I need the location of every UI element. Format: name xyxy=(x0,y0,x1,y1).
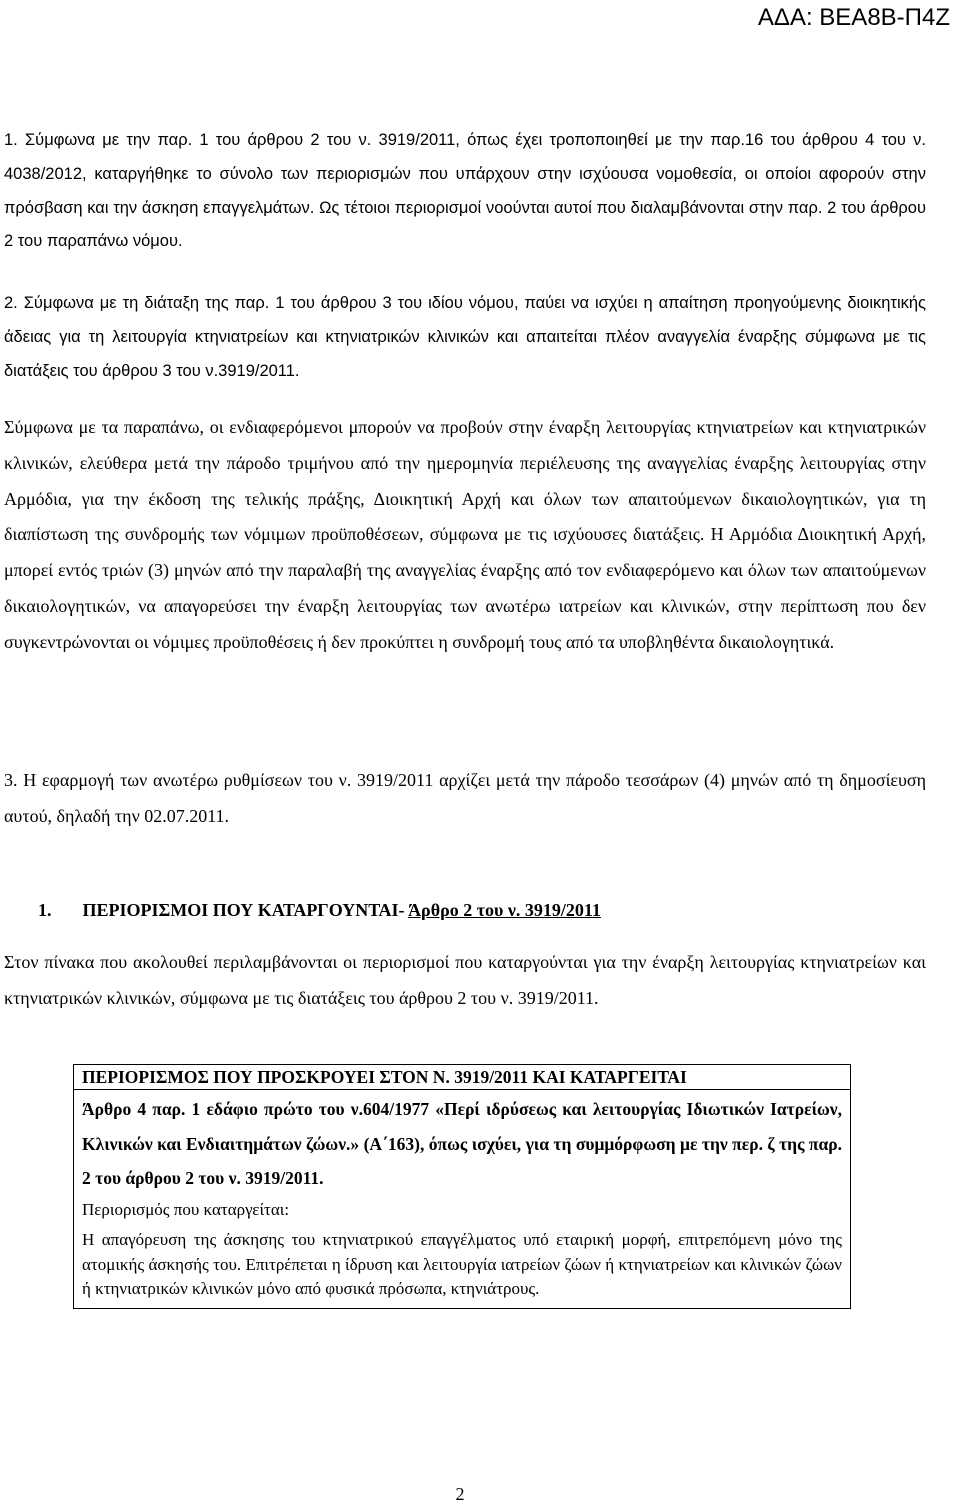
heading-text: ΠΕΡΙΟΡΙΣΜΟΙ ΠΟΥ ΚΑΤΑΡΓΟΥΝΤΑΙ- xyxy=(82,900,409,920)
page-number: 2 xyxy=(455,1484,465,1504)
heading-number: 1. xyxy=(38,900,52,920)
ada-code: ΑΔΑ: ΒΕΑ8Β-Π4Ζ xyxy=(757,4,950,31)
heading-article-link: Άρθρο 2 του ν. 3919/2011 xyxy=(408,900,601,920)
paragraph-4: 3. Η εφαρμογή των ανωτέρω ρυθμίσεων του ν. 3919/2011 αρχίζει μετά την πάροδο τεσσάρων (4) μηνών από τη δημοσίευση αυτού, δηλαδή την 02.07.2011. xyxy=(4,770,926,826)
paragraph-2: 2. Σύμφωνα με τη διάταξη της παρ. 1 του άρθρου 3 του ιδίου νόμου, παύει να ισχύει η απαίτηση προηγούμενης διοικητικής άδειας για τη λειτουργία κτηνιατρείων και κτηνιατρικών κλινικών και απαιτείται πλέον αναγγελία έναρξης σύμφωνα με τις διατάξεις του άρθρου 3 του ν.3919/2011. xyxy=(4,294,926,380)
section-heading xyxy=(38,900,601,921)
paragraph-3: Σύμφωνα με τα παραπάνω, οι ενδιαφερόμενοι μπορούν να προβούν στην έναρξη λειτουργίας κτηνιατρείων και κτηνιατρικών κλινικών, ελεύθερα μετά την πάροδο τριμήνου από την ημερομηνία περιέλευσης της αναγγελίας έναρξης λειτουργίας στην Αρμόδια, για την έκδοση της τελικής πράξης, Διοικητική Αρχή και όλων των απαιτούμενων δικαιολογητικών, για τη διαπίστωση της συνδρομής των νόμιμων προϋποθέσεων, σύμφωνα με τις ισχύουσες διατάξεις. Η Αρμόδια Διοικητική Αρχή, μπορεί εντός τριών (3) μηνών από την παραλαβή της αναγγελίας έναρξης από τον ενδιαφερόμενο και όλων των απαιτούμενων δικαιολογητικών, να απαγορεύσει την έναρξη λειτουργίας των ανωτέρω ιατρείων και κλινικών, στην περίπτωση που δεν συγκεντρώνονται οι νόμιμες προϋποθέσεις ή δεν προκύπτει η συνδρομή τους από τα υποβληθέντα δικαιολογητικά. xyxy=(4,417,926,652)
table-sub-label: Περιορισμός που καταργείται: xyxy=(82,1199,290,1219)
paragraph-5: Στον πίνακα που ακολουθεί περιλαμβάνονται οι περιορισμοί που καταργούνται για την έναρξη λειτουργίας κτηνιατρείων και κτηνιατρικών κλινικών, σύμφωνα με τις διατάξεις του άρθρου 2 του ν. 3919/2011. xyxy=(4,952,926,1008)
table-restriction-text: Η απαγόρευση της άσκησης του κτηνιατρικού επαγγέλματος υπό εταιρική μορφή, επιτρεπόμενη μόνο της ατομικής άσκησής του. Επιτρέπεται η ίδρυση και λειτουργία ιατρείων ζώων ή κτηνιατρείων και κλινικών ζώων ή κτηνιατρικών κλινικών μόνο από φυσικά πρόσωπα, κτηνιάτρους. xyxy=(82,1229,842,1299)
paragraph-1: 1. Σύμφωνα με την παρ. 1 του άρθρου 2 του ν. 3919/2011, όπως έχει τροποποιηθεί με την παρ.16 του άρθρου 4 του ν. 4038/2012, καταργήθηκε το σύνολο των περιορισμών που υπάρχουν στην ισχύουσα νομοθεσία, οι οποίοι αφορούν στην πρόσβαση και την άσκηση επαγγελμάτων. Ως τέτοιοι περιορισμοί νοούνται αυτοί που διαλαμβάνονται στην παρ. 2 του άρθρου 2 του παραπάνω νόμου. xyxy=(4,131,926,251)
table-title: ΠΕΡΙΟΡΙΣΜΟΣ ΠΟΥ ΠΡΟΣΚΡΟΥΕΙ ΣΤΟΝ Ν. 3919/2011 ΚΑΙ ΚΑΤΑΡΓΕΙΤΑΙ xyxy=(74,1065,850,1090)
table-body xyxy=(74,1090,850,1308)
restriction-table xyxy=(73,1064,851,1309)
table-article: Άρθρο 4 παρ. 1 εδάφιο πρώτο του ν.604/1977 «Περί ιδρύσεως και λειτουργίας Ιδιωτικών Ιατρείων, Κλινικών και Ενδιαιτημάτων ζώων.» (Α΄163), όπως ισχύει, για τη συμμόρφωση με την περ. ζ της παρ. 2 του άρθρου 2 του ν. 3919/2011. xyxy=(82,1099,842,1189)
